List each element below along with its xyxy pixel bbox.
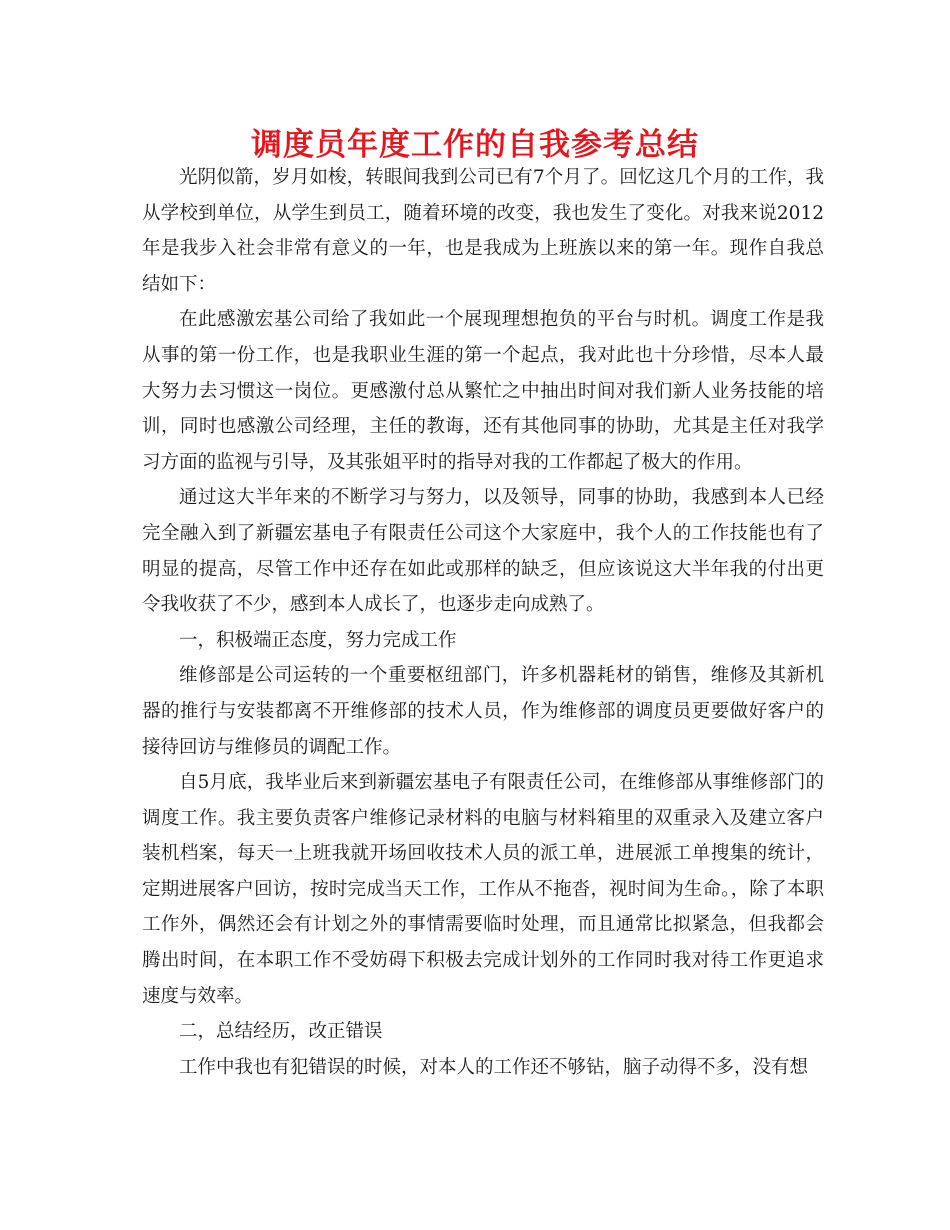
document-body — [142, 160, 824, 1085]
paragraph-department: 维修部是公司运转的一个重要枢纽部门，许多机器耗材的销售，维修及其新机器的推行与安装都离不开维修部的技术人员，作为维修部的调度员更要做好客户的接待回访与维修员的调配工作。 — [142, 665, 824, 758]
section-heading-1: 一，积极端正态度，努力完成工作 — [179, 629, 457, 651]
section-heading-2: 二，总结经历，改正错误 — [179, 1021, 383, 1043]
paragraph-thanks: 在此感激宏基公司给了我如此一个展现理想抱负的平台与时机。调度工作是我从事的第一份工作，也是我职业生涯的第一个起点，我对此也十分珍惜，尽本人最大努力去习惯这一岗位。更感激付总从繁忙之中抽出时间对我们新人业务技能的培训，同时也感激公司经理，主任的教诲，还有其他同事的协助，尤其是主任对我学习方面的监视与引导，及其张姐平时的指导对我的工作都起了极大的作用。 — [142, 309, 824, 473]
document-title: 调度员年度工作的自我参考总结 — [251, 127, 699, 163]
paragraph-duties: 自5月底，我毕业后来到新疆宏基电子有限责任公司，在维修部从事维修部门的调度工作。我主要负责客户维修记录材料的电脑与材料箱里的双重录入及建立客户装机档案，每天一上班我就开场回收技术人员的派工单，进展派工单搜集的统计，定期进展客户回访，按时完成当天工作，工作从不拖沓，视时间为生命。，除了本职工作外，偶然还会有计划之外的事情需要临时处理，而且通常比拟紧急，但我都会腾出时间，在本职工作不受妨碍下积极去完成计划外的工作同时我对待工作更追求速度与效率。 — [142, 772, 824, 1007]
paragraph-mistakes: 工作中我也有犯错误的时候，对本人的工作还不够钻，脑子动得不多，没有想 — [179, 1056, 809, 1078]
paragraph-progress: 通过这大半年来的不断学习与努力，以及领导，同事的协助，我感到本人已经完全融入到了新疆宏基电子有限责任公司这个大家庭中，我个人的工作技能也有了明显的提高，尽管工作中还存在如此或那样的缺乏，但应该说这大半年我的付出更令我收获了不少，感到本人成长了，也逐步走向成熟了。 — [142, 487, 824, 616]
paragraph-intro: 光阴似箭，岁月如梭，转眼间我到公司已有7个月了。回忆这几个月的工作，我从学校到单位，从学生到员工，随着环境的改变，我也发生了变化。对我来说2012年是我步入社会非常有意义的一年，也是我成为上班族以来的第一年。现作自我总结如下： — [142, 167, 824, 295]
